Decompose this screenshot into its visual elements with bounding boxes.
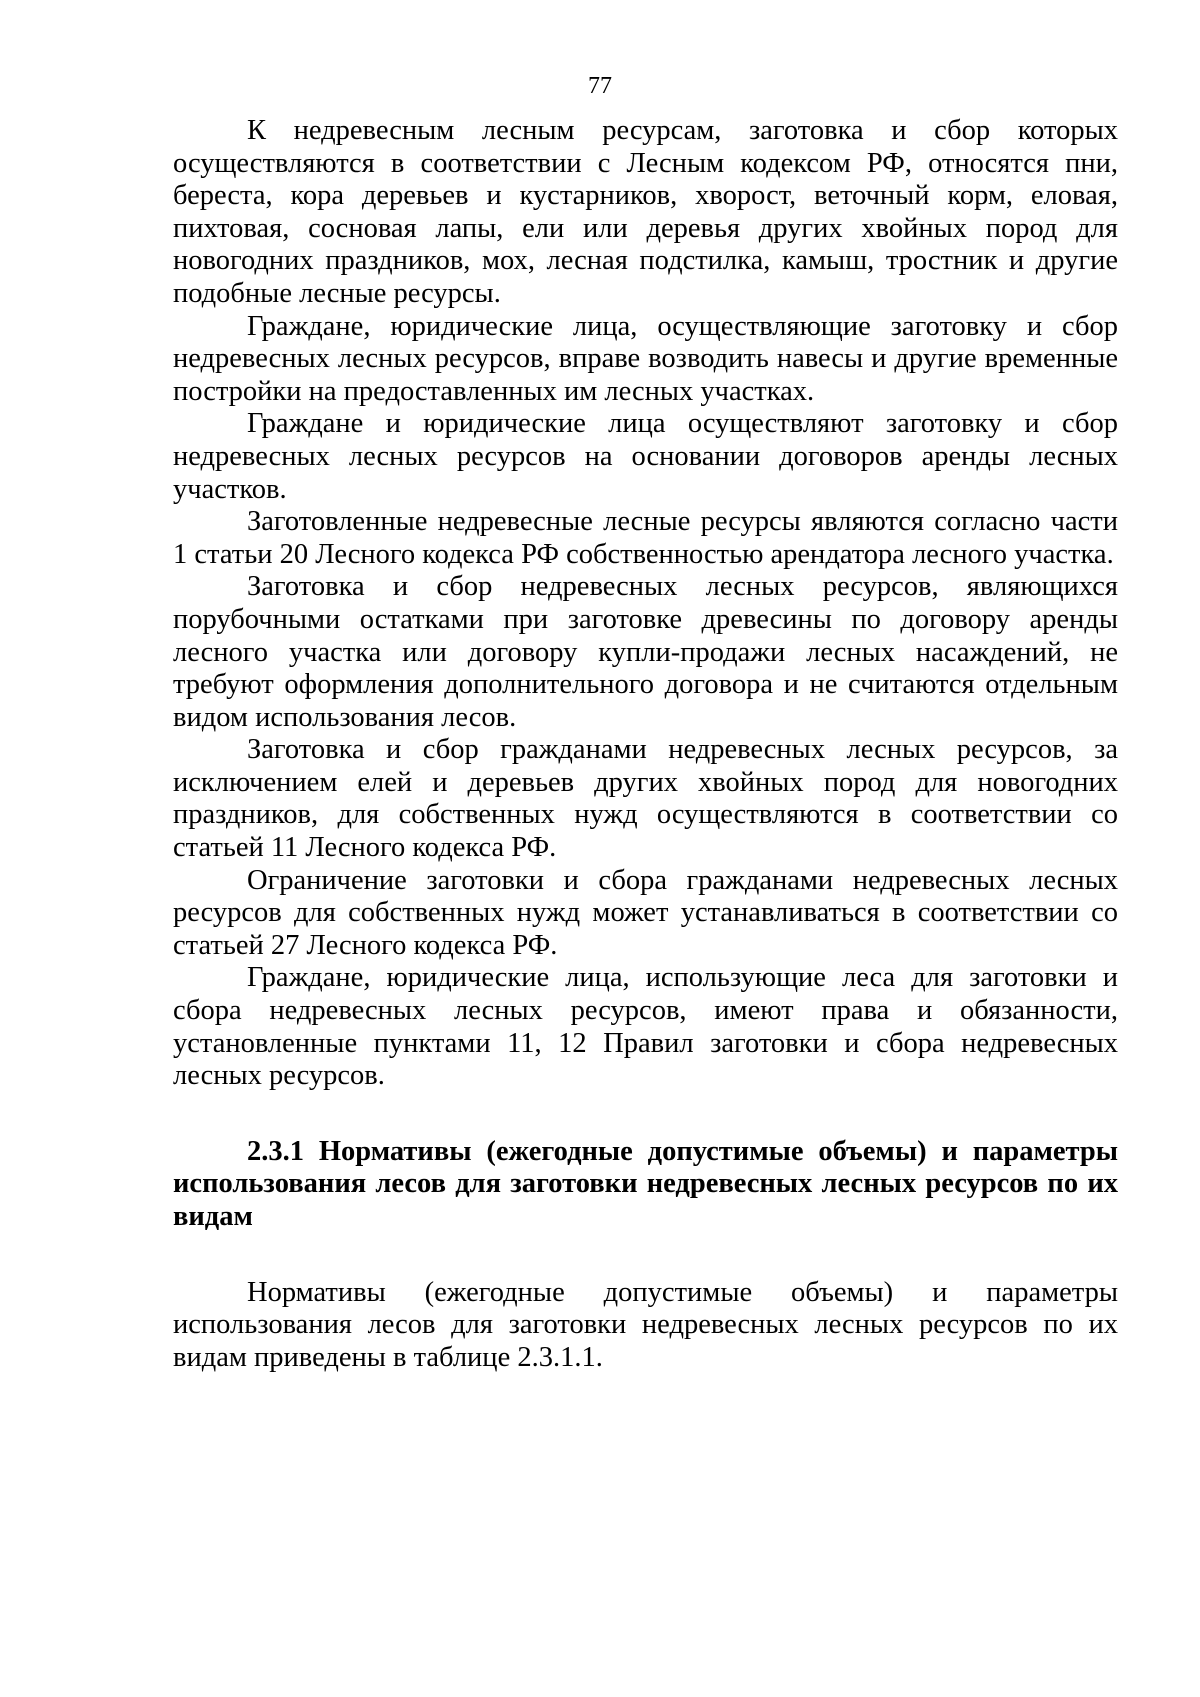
section-heading: 2.3.1 Нормативы (ежегодные допустимые объемы) и параметры использования лесов для заготовки недревесных лесных ресурсов по их видам (173, 1135, 1118, 1232)
paragraph-restrictions: Ограничение заготовки и сбора гражданами недревесных лесных ресурсов для собственных нужд может устанавливаться в соответствии со статьей 27 Лесного кодекса РФ. (173, 864, 1118, 961)
document-body (173, 115, 1118, 1374)
paragraph-rights-obligations: Граждане, юридические лица, использующие леса для заготовки и сбора недревесных лесных ресурсов, имеют права и обязанности, установленные пунктами 11, 12 Правил заготовки и сбора недревесных лесных ресурсов. (173, 962, 1118, 1092)
paragraph-temporary-structures: Граждане, юридические лица, осуществляющие заготовку и сбор недревесных лесных ресурсов, вправе возводить навесы и другие временные постройки на предоставленных им лесных участках. (173, 310, 1118, 407)
page-number: 77 (588, 73, 612, 99)
paragraph-citizen-own-needs: Заготовка и сбор гражданами недревесных лесных ресурсов, за исключением елей и деревьев других хвойных пород для новогодних праздников, для собственных нужд осуществляются в соответствии со статьей 11 Лесного кодекса РФ. (173, 734, 1118, 864)
paragraph-logging-residues: Заготовка и сбор недревесных лесных ресурсов, являющихся порубочными остатками при заготовке древесины по договору аренды лесного участка или договору купли-продажи лесных насаждений, не требуют оформления дополнительного договора и не считаются отдельным видом использования лесов. (173, 571, 1118, 733)
paragraph-lease-agreements: Граждане и юридические лица осуществляют заготовку и сбор недревесных лесных ресурсов на основании договоров аренды лесных участков. (173, 408, 1118, 505)
paragraph-ownership: Заготовленные недревесные лесные ресурсы являются согласно части 1 статьи 20 Лесного кодекса РФ собственностью арендатора лесного участка. (173, 506, 1118, 570)
section-body-paragraph: Нормативы (ежегодные допустимые объемы) и параметры использования лесов для заготовки недревесных лесных ресурсов по их видам приведены в таблице 2.3.1.1. (173, 1276, 1118, 1373)
paragraph-non-timber-resources: К недревесным лесным ресурсам, заготовка и сбор которых осуществляются в соответствии с Лесным кодексом РФ, относятся пни, береста, кора деревьев и кустарников, хворост, веточный корм, еловая, пихтовая, сосновая лапы, ели или деревья других хвойных пород для новогодних праздников, мох, лесная подстилка, камыш, тростник и другие подобные лесные ресурсы. (173, 115, 1118, 309)
